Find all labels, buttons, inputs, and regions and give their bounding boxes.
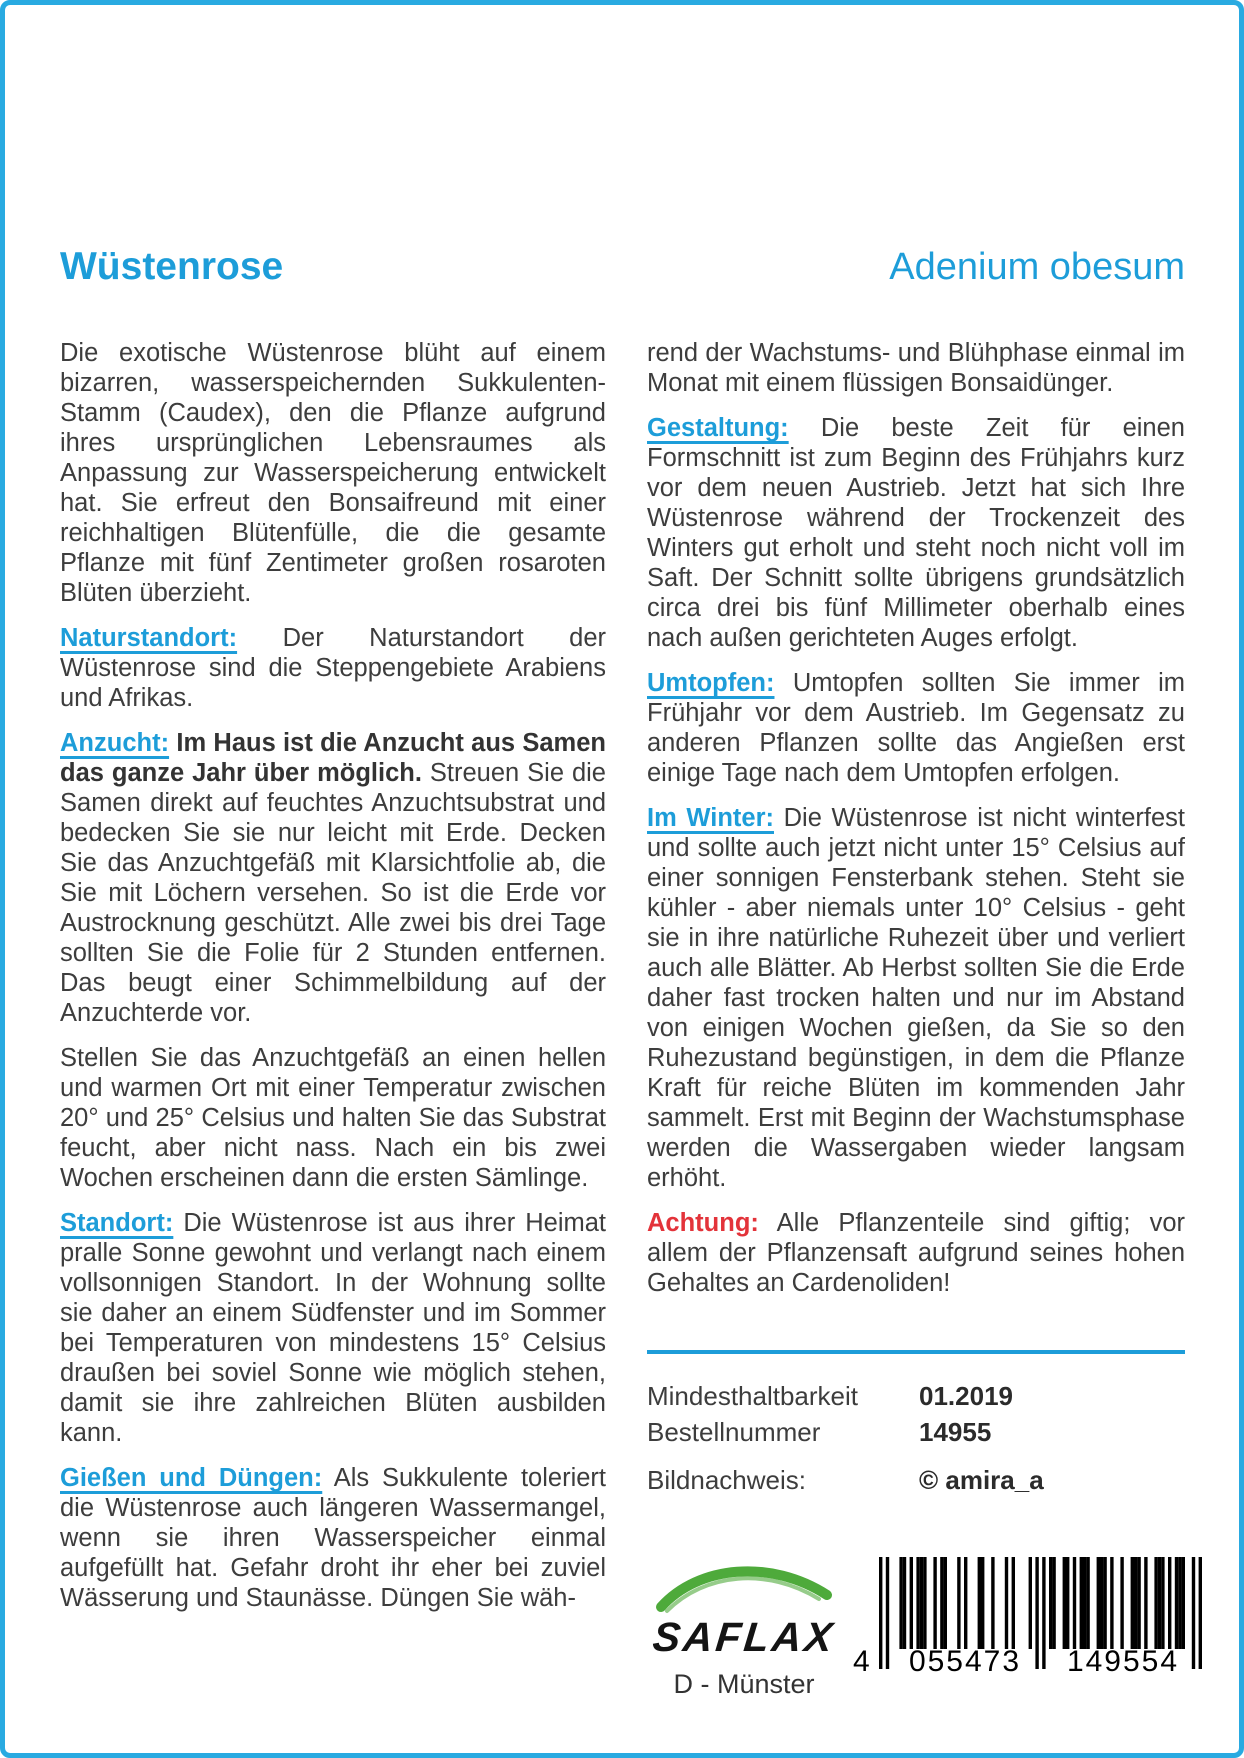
section-heading-achtung: Achtung: (647, 1209, 759, 1237)
intro-paragraph (60, 338, 606, 608)
barcode-digit-group1: 055473 (908, 1645, 1022, 1678)
left-column (60, 338, 606, 1628)
section-body: Die Wüstenrose ist aus ihrer Heimat pralle Sonne gewohnt und verlangt nach einem vollsonnigen Standort. In der Wohnung sollte sie daher an einem Südfenster und im Sommer bei Temperaturen von mindestens 15° Celsius draußen bei soviel Sonne wie möglich stehen, damit sie ihre zahlreichen Blüten ausbilden kann. (60, 1209, 606, 1447)
section-body: Alle Pflanzenteile sind giftig; vor allem der Pflanzensaft aufgrund seines hohen Gehaltes an Cardenoliden! (647, 1209, 1185, 1297)
section-anzucht (60, 728, 606, 1028)
continuation-text: rend der Wachstums- und Blühphase einmal im Monat mit einem flüssigen Bonsaidünger. (647, 339, 1185, 397)
divider-rule (647, 1350, 1185, 1354)
section-body: Umtopfen sollten Sie immer im Frühjahr vor dem Austrieb. Im Gegensatz zu anderen Pflanzen sollte das Angießen erst einige Tage nach dem Umtopfen erfolgen. (647, 669, 1185, 787)
section-heading-giessen-duengen: Gießen und Düngen: (60, 1464, 323, 1492)
right-column (647, 338, 1185, 1313)
section-lead-bold: Im Haus ist die Anzucht aus Samen das ganze Jahr über möglich. (60, 729, 606, 787)
section-anzucht-continued (60, 1043, 606, 1193)
ean-barcode (853, 1557, 1223, 1717)
latin-name: Adenium obesum (889, 246, 1185, 288)
intro-text: Die exotische Wüstenrose blüht auf einem bizarren, wasserspeichernden Sukkulenten-Stamm (Caudex), den die Pflanze aufgrund ihres ursprünglichen Lebensraumes als Anpassung zur Wasserspeicherung entwickelt hat. Sie erfreut den Bonsaifreund mit einer reichhaltigen Blütenfülle, die die gesamte Pflanze mit fünf Zentimeter großen rosaroten Blüten überzieht. (60, 339, 606, 607)
barcode-digit-first: 4 (853, 1645, 870, 1678)
brand-name: SAFLAX (650, 1614, 838, 1660)
info-row-photo-credit (647, 1462, 1185, 1498)
section-body: Als Sukkulente toleriert die Wüstenrose auch längeren Wassermangel, wenn sie ihren Wasserspeicher einmal aufgefüllt hat. Gefahr droht ihr eher bei zuviel Wässerung und Staunässe. Düngen Sie wäh- (60, 1464, 606, 1612)
info-block (647, 1350, 1185, 1498)
section-umtopfen (647, 668, 1185, 788)
section-achtung (647, 1208, 1185, 1298)
section-body: Der Naturstandort der Wüstenrose sind die Steppengebiete Arabiens und Afrikas. (60, 624, 607, 712)
barcode-digit-group2: 149554 (1066, 1645, 1180, 1678)
section-naturstandort (60, 623, 606, 713)
section-body: Die Wüstenrose ist nicht winterfest und sollte auch jetzt nicht unter 15° Celsius auf einer sonnigen Fensterbank stehen. Steht sie kühler - aber niemals unter 10° Celsius - geht sie in ihre natürliche Ruhezeit über und verliert auch alle Blätter. Ab Herbst sollten Sie die Erde daher fast trocken halten und nur im Abstand von einigen Wochen gießen, da Sie so den Ruhezustand begünstigen, in dem die Pflanze Kraft für reiche Blüten im kommenden Jahr sammelt. Erst mit Beginn der Wachstumsphase werden die Wassergaben wieder langsam erhöht. (647, 804, 1185, 1192)
info-row-shelf-life (647, 1378, 1185, 1414)
section-gestaltung (647, 413, 1185, 653)
order-number-label: Bestellnummer (647, 1417, 821, 1447)
header (60, 245, 1185, 289)
continuation-paragraph (647, 338, 1185, 398)
section-heading-anzucht: Anzucht: (60, 729, 170, 757)
brand-location: D - Münster (673, 1669, 815, 1699)
photo-credit-value: © amira_a (919, 1465, 1044, 1495)
section-heading-naturstandort: Naturstandort: (60, 624, 238, 652)
section-heading-umtopfen: Umtopfen: (647, 669, 775, 697)
section-body: Streuen Sie die Samen direkt auf feuchtes Anzuchtsubstrat und bedecken Sie sie nur leicht mit Erde. Decken Sie das Anzuchtgefäß mit Klarsichtfolie ab, die Sie mit Löchern versehen. So ist die Erde vor Austrocknung geschützt. Alle zwei bis drei Tage sollten Sie die Folie für 2 Stunden entfernen. Das beugt einer Schimmelbildung auf der Anzuchterde vor. (60, 759, 606, 1027)
shelf-life-label: Mindesthaltbarkeit (647, 1381, 858, 1411)
order-number-value: 14955 (919, 1417, 992, 1447)
section-body: Stellen Sie das Anzuchtgefäß an einen hellen und warmen Ort mit einer Temperatur zwischen 20° und 25° Celsius und halten Sie das Substrat feucht, aber nicht nass. Nach ein bis zwei Wochen erscheinen dann die ersten Sämlinge. (60, 1044, 606, 1192)
section-heading-gestaltung: Gestaltung: (647, 414, 789, 442)
section-giessen-duengen (60, 1463, 606, 1613)
brand-block (651, 1557, 837, 1700)
section-standort (60, 1208, 606, 1448)
section-body: Die beste Zeit für einen Formschnitt ist zum Beginn des Frühjahrs kurz vor dem neuen Austrieb. Jetzt hat sich Ihre Wüstenrose während der Trockenzeit des Winters gut erholt und steht noch nicht voll im Saft. Der Schnitt sollte übrigens grundsätzlich circa drei bis fünf Millimeter oberhalb eines nach außen gerichteten Auges erfolgt. (647, 414, 1185, 652)
section-heading-standort: Standort: (60, 1209, 174, 1237)
saflax-arc-icon (651, 1557, 837, 1615)
section-im-winter (647, 803, 1185, 1193)
section-heading-im-winter: Im Winter: (647, 804, 774, 832)
photo-credit-label: Bildnachweis: (647, 1465, 806, 1495)
info-row-order-number (647, 1414, 1185, 1450)
shelf-life-value: 01.2019 (919, 1381, 1013, 1411)
page-title: Wüstenrose (60, 245, 284, 288)
